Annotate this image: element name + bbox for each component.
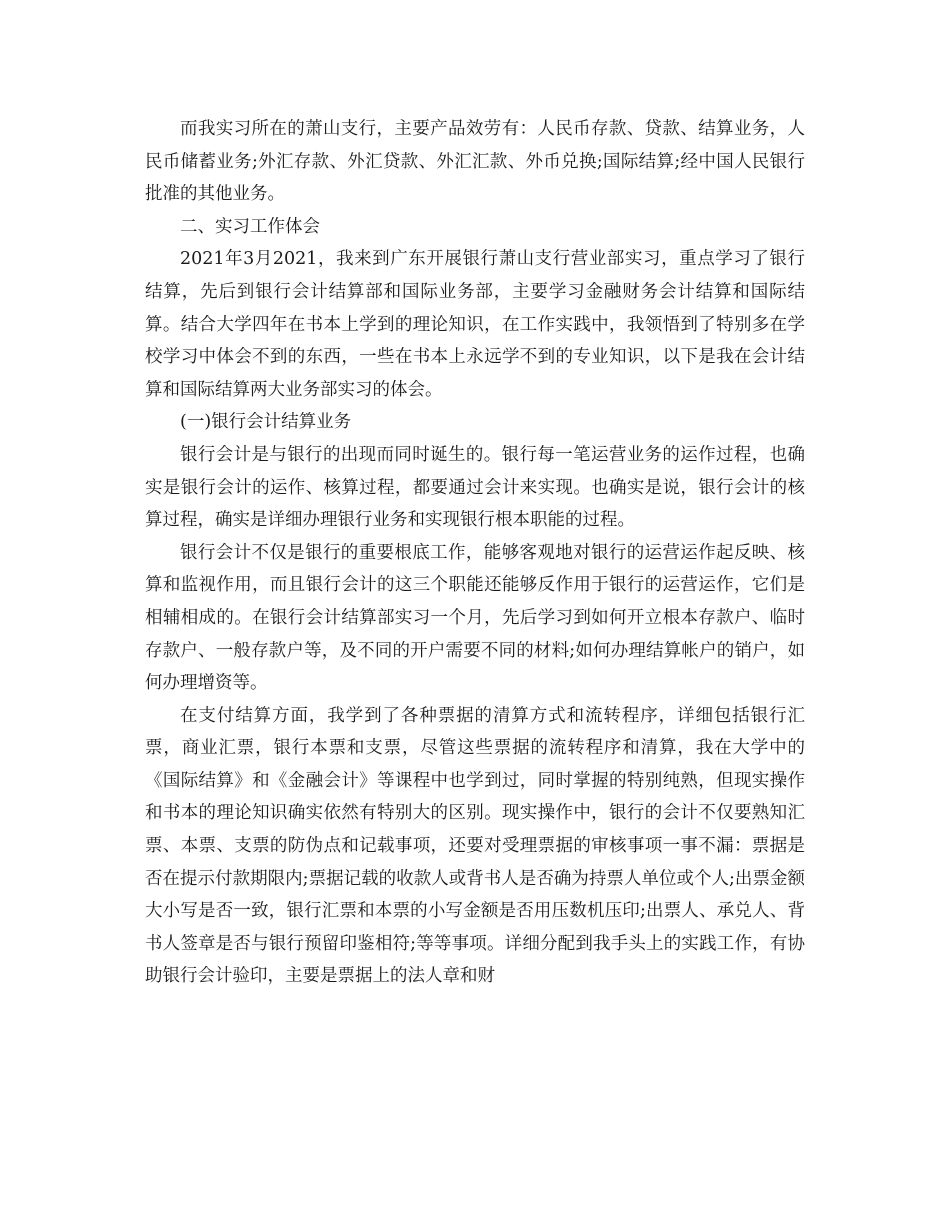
subsection-heading-accounting-settlement: (一)银行会计结算业务 [180, 412, 352, 433]
section-heading-internship-experience: 二、实习工作体会 [180, 216, 320, 237]
paragraph-bank-products: 而我实习所在的萧山支行，主要产品效劳有：人民币存款、贷款、结算业务，人民币储蓄业务;外汇存款、外汇贷款、外汇汇款、外币兑换;国际结算;经中国人民银行批准的其他业务。 [145, 119, 805, 205]
document-body [145, 113, 805, 993]
paragraph-payment-settlement: 在支付结算方面，我学到了各种票据的清算方式和流转程序，详细包括银行汇票，商业汇票，银行本票和支票，尽管这些票据的流转程序和清算，我在大学中的《国际结算》和《金融会计》等课程中也学到过，同时掌握的特别纯熟，但现实操作和书本的理论知识确实依然有特别大的区别。现实操作中，银行的会计不仅要熟知汇票、本票、支票的防伪点和记载事项，还要对受理票据的审核事项一事不漏：票据是否在提示付款期限内;票据记载的收款人或背书人是否确为持票人单位或个人;出票金额大小写是否一致，银行汇票和本票的小写金额是否用压数机压印;出票人、承兑人、背书人签章是否与银行预留印鉴相符;等等事项。详细分配到我手头上的实践工作，有协助银行会计验印，主要是票据上的法人章和财 [145, 705, 805, 987]
paragraph-internship-overview: 2021年3月2021，我来到广东开展银行萧山支行营业部实习，重点学习了银行结算，先后到银行会计结算部和国际业务部，主要学习金融财务会计结算和国际结算。结合大学四年在书本上学到的理论知识，在工作实践中，我领悟到了特别多在学校学习中体会不到的东西，一些在书本上永远学不到的专业知识，以下是我在会计结算和国际结算两大业务部实习的体会。 [145, 249, 805, 400]
paragraph-bank-accounting-origin: 银行会计是与银行的出现而同时诞生的。银行每一笔运营业务的运作过程，也确实是银行会计的运作、核算过程，都要通过会计来实现。也确实是说，银行会计的核算过程，确实是详细办理银行业务和实现银行根本职能的过程。 [145, 444, 805, 531]
paragraph-bank-accounting-functions: 银行会计不仅是银行的重要根底工作，能够客观地对银行的运营运作起反映、核算和监视作用，而且银行会计的这三个职能还能够反作用于银行的运营运作，它们是相辅相成的。在银行会计结算部实习一个月，先后学习到如何开立根本存款户、临时存款户、一般存款户等，及不同的开户需要不同的材料;如何办理结算帐户的销户，如何办理增资等。 [145, 542, 805, 694]
